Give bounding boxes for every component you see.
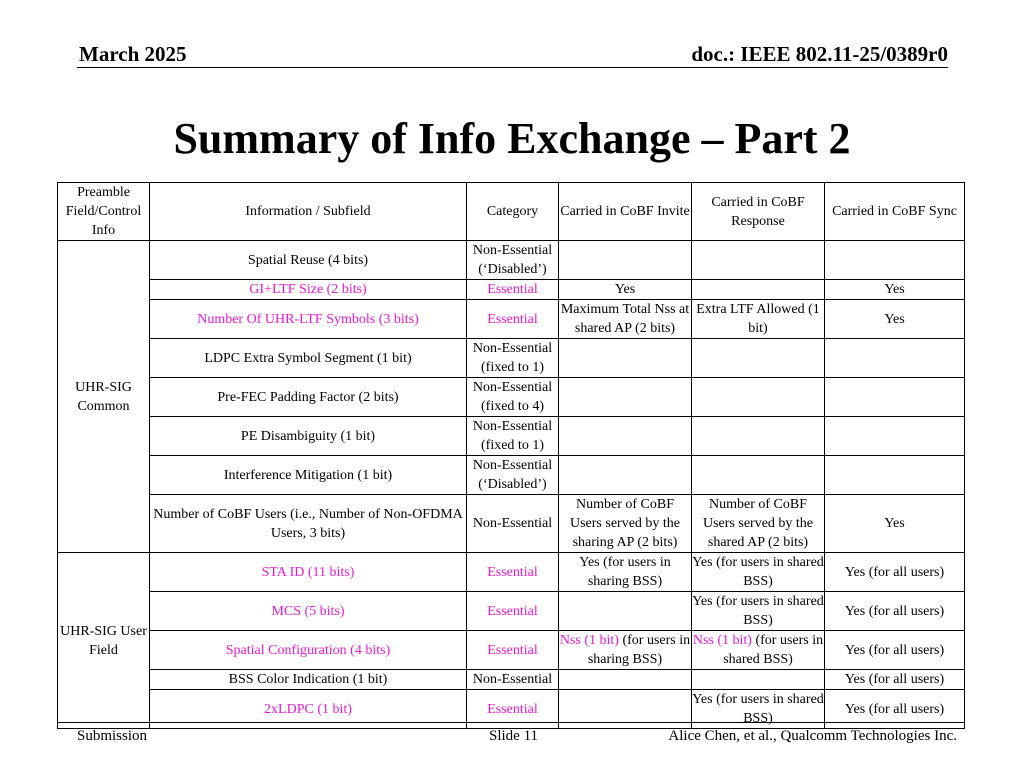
response-cell: Number of CoBF Users served by the shared AP (2 bits) <box>692 495 825 553</box>
info-cell: Pre-FEC Padding Factor (2 bits) <box>150 378 467 417</box>
category-cell: Essential <box>467 553 559 592</box>
info-cell: Spatial Reuse (4 bits) <box>150 241 467 280</box>
info-cell: Number of CoBF Users (i.e., Number of Non-OFDMA Users, 3 bits) <box>150 495 467 553</box>
info-cell: 2xLDPC (1 bit) <box>150 690 467 729</box>
header-divider <box>77 67 948 68</box>
sync-cell: Yes <box>825 300 965 339</box>
table-row <box>58 241 965 280</box>
invite-cell: Number of CoBF Users served by the sharing AP (2 bits) <box>559 495 692 553</box>
footer-submission: Submission <box>77 728 148 744</box>
response-cell <box>692 417 825 456</box>
invite-cell <box>559 670 692 690</box>
invite-cell: Maximum Total Nss at shared AP (2 bits) <box>559 300 692 339</box>
category-cell: Non-Essential <box>467 670 559 690</box>
response-cell <box>692 241 825 280</box>
info-cell: GI+LTF Size (2 bits) <box>150 280 467 300</box>
table-row <box>58 631 965 670</box>
sync-cell <box>825 417 965 456</box>
col-header-info: Information / Subfield <box>150 183 467 241</box>
category-cell: Non-Essential (fixed to 1) <box>467 339 559 378</box>
category-cell: Non-Essential (‘Disabled’) <box>467 241 559 280</box>
category-cell: Essential <box>467 690 559 729</box>
category-cell: Essential <box>467 280 559 300</box>
invite-cell <box>559 378 692 417</box>
table-row <box>58 280 965 300</box>
response-cell <box>692 280 825 300</box>
response-cell: Extra LTF Allowed (1 bit) <box>692 300 825 339</box>
table-row <box>58 670 965 690</box>
category-cell: Non-Essential <box>467 495 559 553</box>
response-cell: Yes (for users in shared BSS) <box>692 592 825 631</box>
nss-highlight: Nss (1 bit) <box>559 633 619 648</box>
table-row <box>58 592 965 631</box>
header-date: March 2025 <box>79 42 187 66</box>
sync-cell <box>825 456 965 495</box>
invite-cell <box>559 417 692 456</box>
response-cell <box>692 670 825 690</box>
sync-cell: Yes (for all users) <box>825 631 965 670</box>
category-cell: Non-Essential (fixed to 1) <box>467 417 559 456</box>
sync-cell: Yes (for all users) <box>825 553 965 592</box>
info-cell: PE Disambiguity (1 bit) <box>150 417 467 456</box>
invite-text: (for users in sharing BSS) <box>587 633 691 667</box>
slide-title: Summary of Info Exchange – Part 2 <box>173 114 851 163</box>
footer-slide-number: Slide 11 <box>489 728 539 744</box>
category-cell: Essential <box>467 592 559 631</box>
table-row <box>58 495 965 553</box>
info-cell: MCS (5 bits) <box>150 592 467 631</box>
sync-cell <box>825 378 965 417</box>
invite-cell <box>559 241 692 280</box>
footer-authors: Alice Chen, et al., Qualcomm Technologies Inc. <box>668 728 957 744</box>
table-row <box>58 339 965 378</box>
response-cell <box>692 378 825 417</box>
category-cell: Essential <box>467 300 559 339</box>
sync-cell: Yes (for all users) <box>825 592 965 631</box>
response-cell: Yes (for users in shared BSS) <box>692 553 825 592</box>
info-cell: LDPC Extra Symbol Segment (1 bit) <box>150 339 467 378</box>
table-row <box>58 300 965 339</box>
col-header-response: Carried in CoBF Response <box>692 183 825 241</box>
group-uhr-sig-user-field: UHR-SIG User Field <box>58 553 150 729</box>
sync-cell: Yes <box>825 280 965 300</box>
invite-cell <box>559 456 692 495</box>
sync-cell: Yes (for all users) <box>825 690 965 729</box>
sync-cell <box>825 339 965 378</box>
info-exchange-table <box>57 182 965 729</box>
invite-cell <box>559 631 692 670</box>
footer-divider <box>57 722 964 723</box>
response-cell <box>692 339 825 378</box>
table-row <box>58 417 965 456</box>
col-header-preamble: Preamble Field/Control Info <box>58 183 150 241</box>
nss-highlight: Nss (1 bit) <box>692 633 752 648</box>
response-text: (for users in shared BSS) <box>723 633 824 667</box>
table-row <box>58 456 965 495</box>
info-cell: BSS Color Indication (1 bit) <box>150 670 467 690</box>
category-cell: Non-Essential (fixed to 4) <box>467 378 559 417</box>
response-cell <box>692 631 825 670</box>
category-cell: Non-Essential (‘Disabled’) <box>467 456 559 495</box>
sync-cell <box>825 241 965 280</box>
col-header-sync: Carried in CoBF Sync <box>825 183 965 241</box>
table-header-row <box>58 183 965 241</box>
invite-cell <box>559 339 692 378</box>
header-doc-id: doc.: IEEE 802.11-25/0389r0 <box>691 42 948 66</box>
category-cell: Essential <box>467 631 559 670</box>
invite-cell: Yes (for users in sharing BSS) <box>559 553 692 592</box>
col-header-category: Category <box>467 183 559 241</box>
info-cell: Number Of UHR-LTF Symbols (3 bits) <box>150 300 467 339</box>
info-cell: Spatial Configuration (4 bits) <box>150 631 467 670</box>
table-row <box>58 378 965 417</box>
invite-cell: Yes <box>559 280 692 300</box>
info-cell: STA ID (11 bits) <box>150 553 467 592</box>
invite-cell <box>559 592 692 631</box>
table-row <box>58 553 965 592</box>
col-header-invite: Carried in CoBF Invite <box>559 183 692 241</box>
group-uhr-sig-common: UHR-SIG Common <box>58 241 150 553</box>
info-cell: Interference Mitigation (1 bit) <box>150 456 467 495</box>
response-cell: Yes (for users in shared BSS) <box>692 690 825 729</box>
sync-cell: Yes <box>825 495 965 553</box>
sync-cell: Yes (for all users) <box>825 670 965 690</box>
response-cell <box>692 456 825 495</box>
